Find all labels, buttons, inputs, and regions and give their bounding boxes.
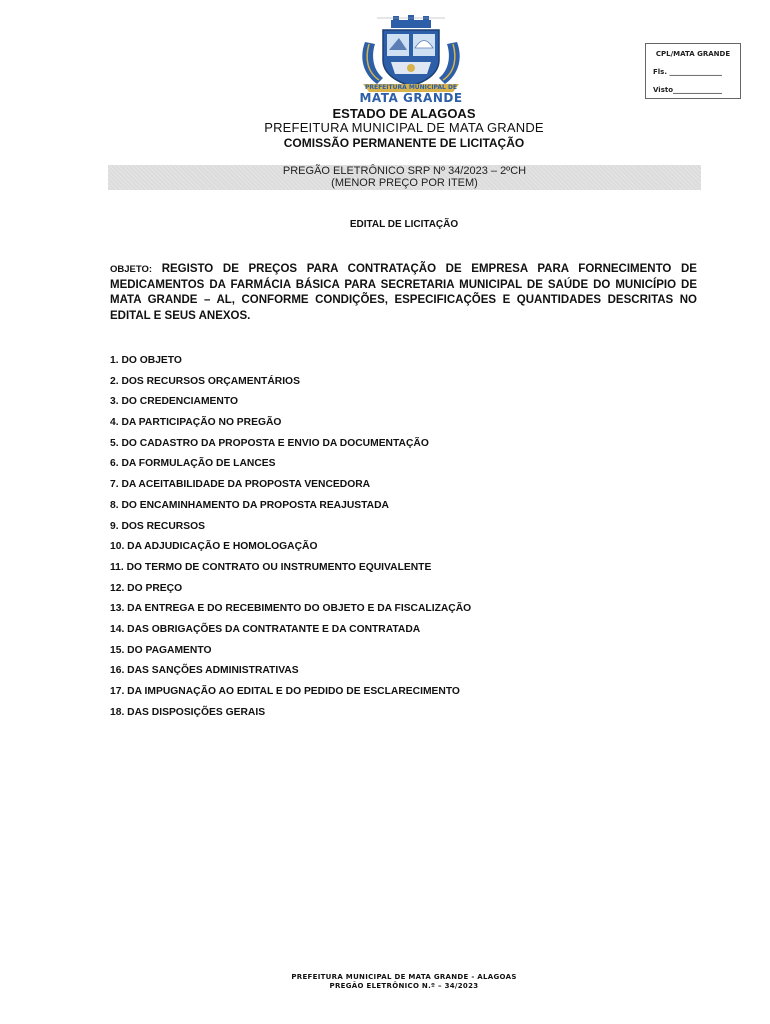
crest-motto: PREFEITURA MUNICIPAL DE [364,84,458,91]
page-footer [0,973,770,991]
toc-item: 3. DO CREDENCIAMENTO [110,396,238,408]
footer-line-pregao: PREGÃO ELETRÔNICO N.º – 34/2023 [329,982,479,990]
toc-item: 15. DO PAGAMENTO [110,644,212,656]
toc-item: 11. DO TERMO DE CONTRATO OU INSTRUMENTO EQUIVALENTE [110,561,432,573]
prefeitura-heading: PREFEITURA MUNICIPAL DE MATA GRANDE [264,120,544,135]
toc-item: 2. DOS RECURSOS ORÇAMENTÁRIOS [110,375,300,387]
objeto-paragraph [110,262,697,324]
toc-item: 12. DO PREÇO [110,582,183,594]
toc-item: 6. DA FORMULAÇÃO DE LANCES [110,458,276,470]
toc-item: 14. DAS OBRIGAÇÕES DA CONTRATANTE E DA CONTRATADA [110,623,421,635]
toc-item: 16. DAS SANÇÕES ADMINISTRATIVAS [110,665,299,677]
footer-line-prefeitura: PREFEITURA MUNICIPAL DE MATA GRANDE - ALAGOAS [291,973,517,981]
toc-item: 7. DA ACEITABILIDADE DA PROPOSTA VENCEDORA [110,479,371,491]
edital-title: EDITAL DE LICITAÇÃO [349,219,459,230]
stamp-folio-line: Fls. _______________ [653,68,722,76]
stamp-visto-line: Visto______________ [653,86,723,94]
commission-heading: COMISSÃO PERMANENTE DE LICITAÇÃO [283,136,525,150]
stamp-title: CPL/MATA GRANDE [655,50,731,58]
municipal-crest-logo [355,14,467,106]
table-of-contents [110,353,471,725]
protocol-stamp-box [645,43,741,99]
crown-icon [377,15,445,28]
toc-item: 13. DA ENTREGA E DO RECEBIMENTO DO OBJETO E DA FISCALIZAÇÃO [110,603,472,615]
pregao-banner [108,165,701,190]
toc-item: 18. DAS DISPOSIÇÕES GERAIS [110,706,266,718]
pregao-number: PREGÃO ELETRÔNICO SRP Nº 34/2023 – 2ºCH [282,165,527,177]
toc-item: 10. DA ADJUDICAÇÃO E HOMOLOGAÇÃO [110,541,318,553]
toc-item: 8. DO ENCAMINHAMENTO DA PROPOSTA REAJUSTADA [110,499,389,511]
pregao-criteria: (MENOR PREÇO POR ITEM) [331,177,478,189]
toc-item: 1. DO OBJETO [110,355,182,366]
toc-item: 5. DO CADASTRO DA PROPOSTA E ENVIO DA DOCUMENTAÇÃO [110,437,429,449]
objeto-label: OBJETO: [110,264,153,275]
toc-item: 17. DA IMPUGNAÇÃO AO EDITAL E DO PEDIDO DE ESCLARECIMENTO [110,686,460,697]
toc-item: 4. DA PARTICIPAÇÃO NO PREGÃO [110,417,282,429]
state-heading: ESTADO DE ALAGOAS [332,106,476,121]
crest-name: MATA GRANDE [359,91,463,105]
toc-item: 9. DOS RECURSOS [110,520,205,532]
objeto-text: REGISTO DE PREÇOS PARA CONTRATAÇÃO DE EMPRESA PARA FORNECIMENTO DE MEDICAMENTOS DA FARMÁCIA BÁSICA PARA SECRETARIA MUNICIPAL DE SAÚDE DO MUNICÍPIO DE MATA GRANDE – AL, CONFORME CONDIÇÕES, ESPECIFICAÇÕES E QUANTIDADES DESCRITAS NO EDITAL E SEUS ANEXOS. [110,263,697,322]
